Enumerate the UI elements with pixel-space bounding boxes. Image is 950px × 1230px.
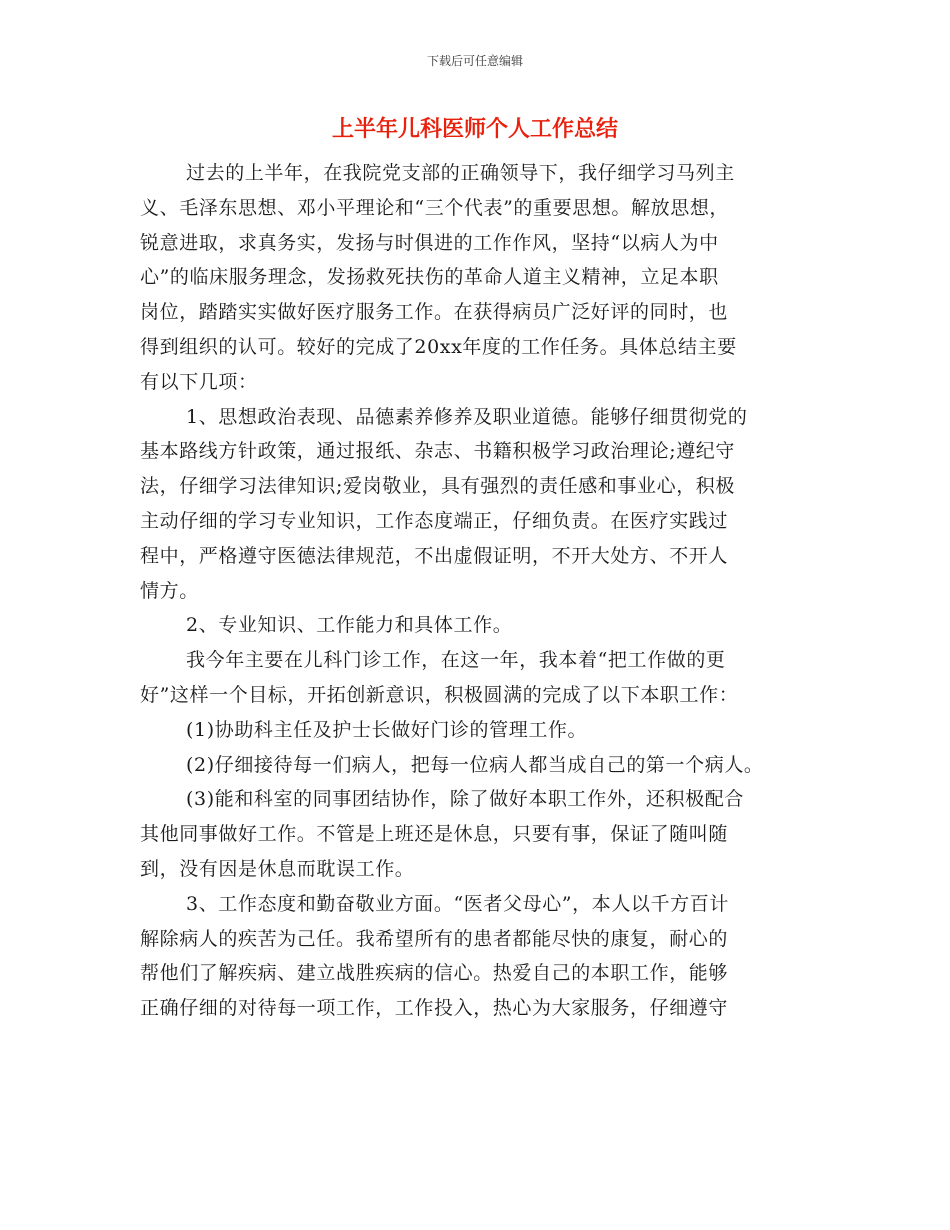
text-line: 1、思想政治表现、品德素养修养及职业道德。能够仔细贯彻党的 [186, 405, 748, 428]
document-title: 上半年儿科医师个人工作总结 [331, 117, 618, 142]
text-line: 程中，严格遵守医德法律规范，不出虚假证明，不开大处方、不开人 [140, 544, 729, 567]
text-line: 得到组织的认可。较好的完成了20xx年度的工作任务。具体总结主要 [140, 335, 737, 358]
text-line: 其他同事做好工作。不管是上班还是休息，只要有事，保证了随叫随 [140, 823, 729, 846]
text-line: 主动仔细的学习专业知识，工作态度端正，仔细负责。在医疗实践过 [140, 509, 729, 532]
header-note: 下载后可任意编辑 [426, 54, 523, 68]
text-line: 好”这样一个目标，开拓创新意识，积极圆满的完成了以下本职工作： [140, 683, 739, 706]
text-line: (2)仔细接待每一们病人，把每一位病人都当成自己的第一个病人。 [186, 753, 764, 776]
text-line: 基本路线方针政策，通过报纸、杂志、书籍积极学习政治理论;遵纪守 [140, 440, 736, 463]
document-body [140, 156, 812, 1026]
text-line: 到，没有因是休息而耽误工作。 [140, 857, 415, 880]
text-line: 2、专业知识、工作能力和具体工作。 [186, 614, 513, 637]
text-line: 我今年主要在儿科门诊工作，在这一年，我本着“把工作做的更 [186, 649, 726, 672]
text-line: 情方。 [140, 579, 199, 602]
text-line: (3)能和科室的同事团结协作，除了做好本职工作外，还积极配合 [186, 788, 744, 811]
text-line: 法，仔细学习法律知识;爱岗敬业，具有强烈的责任感和事业心，积极 [140, 475, 736, 498]
text-line: 正确仔细的对待每一项工作，工作投入，热心为大家服务，仔细遵守 [140, 997, 729, 1020]
text-line: (1)协助科主任及护士长做好门诊的管理工作。 [186, 718, 588, 741]
text-line: 解除病人的疾苦为己任。我希望所有的患者都能尽快的康复，耐心的 [140, 927, 729, 950]
text-line: 有以下几项： [140, 370, 258, 393]
text-line: 3、工作态度和勤奋敬业方面。“医者父母心”，本人以千方百计 [186, 892, 729, 915]
text-line: 心”的临床服务理念，发扬救死扶伤的革命人道主义精神，立足本职 [140, 266, 719, 289]
text-line: 锐意进取，求真务实，发扬与时俱进的工作作风，坚持“以病人为中 [140, 231, 719, 254]
text-line: 帮他们了解疾病、建立战胜疾病的信心。热爱自己的本职工作，能够 [140, 962, 729, 985]
text-line: 过去的上半年，在我院党支部的正确领导下，我仔细学习马列主 [186, 162, 735, 184]
text-line: 义、毛泽东思想、邓小平理论和“三个代表”的重要思想。解放思想， [140, 196, 730, 219]
text-line: 岗位，踏踏实实做好医疗服务工作。在获得病员广泛好评的同时，也 [140, 301, 729, 324]
